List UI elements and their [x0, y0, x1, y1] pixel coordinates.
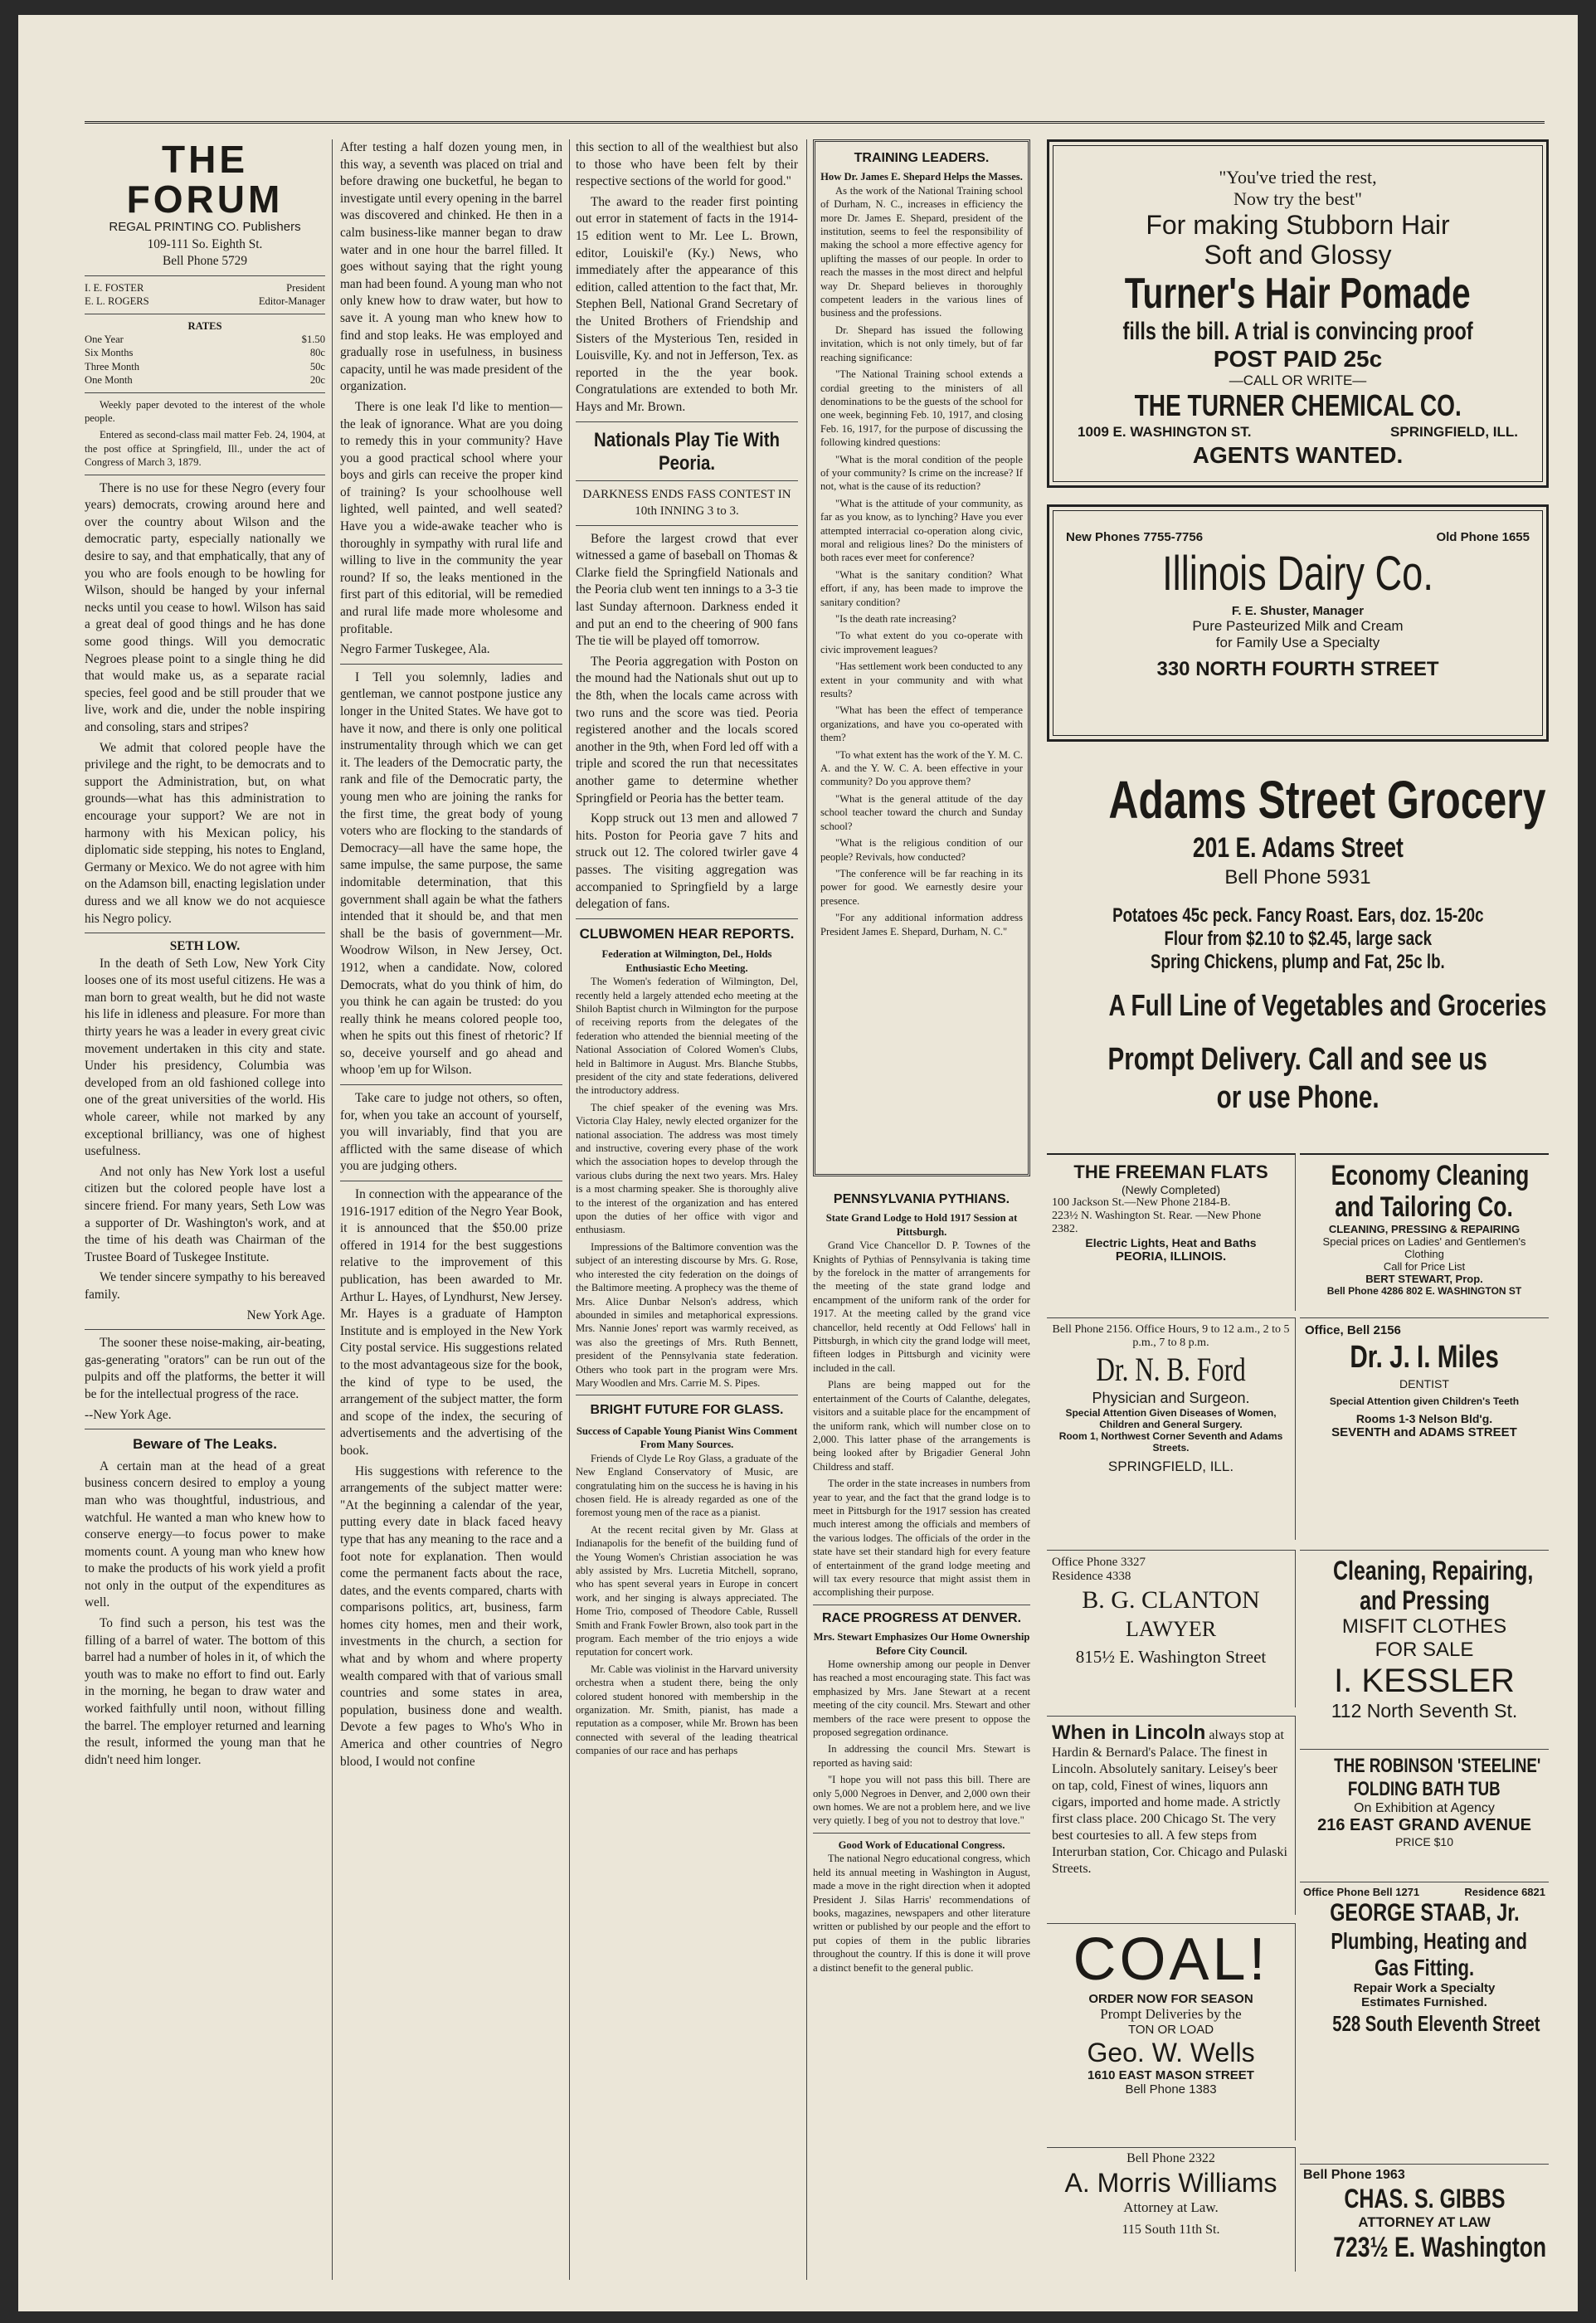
- ad-line: TON OR LOAD: [1127, 2023, 1214, 2037]
- masthead-address: 109-111 So. Eighth St.: [147, 236, 263, 251]
- rate-price: $1.50: [301, 334, 325, 345]
- article-paragraph: As the work of the National Training school of Durham, N. C., increases in efficiency the more Dr. James E. Shepard, president of the institution, seems to feel the responsibility of making the school a more effective agency for uplifting the masses of our people. In order to reach the masses in the most direct and helpful way Dr. Shepard believes in thoroughly competent leaders in the various lines of business and the professions.: [820, 184, 1023, 319]
- ad-brand-name: and Tailoring Co.: [1335, 1191, 1514, 1223]
- article-paragraph: Home ownership among our people in Denver has reached a most encouraging state. This fact was emphasized by Mrs. Jane Stewart at a recent meeting of the city council. Mrs. Stewart and other members of the race were present to oppose the proposed segregation ordinance.: [813, 1658, 1030, 1739]
- ad-phone-row: [1303, 1886, 1545, 1898]
- education-subhead: Good Work of Educational Congress.: [838, 1838, 1005, 1851]
- ad-line: Office, Bell 2156: [1305, 1323, 1401, 1337]
- ad-address: 1610 EAST MASON STREET: [1088, 2068, 1254, 2082]
- ad-address: 815½ E. Washington Street: [1075, 1647, 1267, 1667]
- freeman-flats-ad: [1047, 1153, 1296, 1311]
- ad-brand-name: GEORGE STAAB, Jr.: [1330, 1899, 1520, 1926]
- george-staab-ad: [1300, 1882, 1549, 2155]
- ad-brand-name: THE FREEMAN FLATS: [1073, 1162, 1268, 1182]
- article-paragraph: In addressing the council Mrs. Stewart is reported as having said:: [813, 1743, 1030, 1769]
- ad-line: MISFIT CLOTHES: [1341, 1615, 1507, 1638]
- denver-subhead: Mrs. Stewart Emphasizes Our Home Ownership Before City Council.: [813, 1631, 1030, 1657]
- question-item: "What is the attitude of your community, as far as you know, as to lynching? Have you ever attempted interracial co-operation along civic, moral and religious lines? Do the ministers of both races ever meet for conference?: [820, 497, 1023, 564]
- ad-line: always stop at Hardin & Bernard's Palace. The finest in Lincoln. Absolutely sanitary. Leisey's beer on tap, cold, Finest of wines, liquors ann cigars, imported and home made. A strictly first class place. 200 Chicago St. The very best courtesies to all. A few steps from Interurban station, Cor. Chicago and Pulaski Streets.: [1052, 1728, 1287, 1876]
- article-paragraph: The Peoria aggregation with Poston on the mound had the Nationals shut out up to the 8th, when the locals came across with two runs and the score was tied. Peoria registered another and the locals scored another in the 9th, when Ford led off with a triple and scored the run that necessitates another game to determine whether Springfield or Peoria has the better team.: [576, 654, 798, 806]
- article-paragraph: Plans are being mapped out for the entertainment of the Courts of Calanthe, delegates, visitors and a suitable place for the encampment of the uniform rank, which will number close on to 2,000. This latter phase of the arrangements is being looked after by Brigadier General John Childress and staff.: [813, 1379, 1030, 1473]
- article-paragraph: this section to all of the wealthiest but also to those who have been felt by their respective sections of the world for good.": [576, 140, 798, 189]
- editorial-paragraph: There is no use for these Negro (every four years) democrats, crowing around here and over the country about Wilson and the democratic party, especially nationally we desire to say, and that emphatically, that any of you who are fools enough to be howling for Wilson, should be hanged by your infernal necks until you cease to howl. Wilson has said a great deal of good things and he has done some good things. Will you democratic Negroes please point to a single thing he did that would make us, as a separate racial species, feel good and be still prouder that we live, work and die, under the noble inspiring and consoling, stars and stripes?: [85, 480, 325, 734]
- ad-address: 528 South Eleventh Street: [1332, 2011, 1540, 2036]
- ad-line: Rooms 1-3 Nelson Bld'g.: [1355, 1412, 1493, 1425]
- ad-phone: New Phones 7755-7756: [1066, 530, 1204, 544]
- article-paragraph: Kopp struck out 13 men and allowed 7 hits. Poston for Peoria gave 7 hits and struck out 12. The colored twirler gave 4 passes. The visiting aggregation was accompanied to Springfield by a large delegation of fans.: [576, 811, 798, 912]
- ad-phone-row: [1049, 530, 1546, 544]
- clubwomen-subhead: Federation at Wilmington, Del., Holds Enthusiastic Echo Meeting.: [601, 948, 772, 974]
- ad-line: (Newly Completed): [1121, 1183, 1221, 1196]
- masthead-phone: Bell Phone 5729: [163, 254, 247, 269]
- article-paragraph: The Women's federation of Wilmington, Del, recently held a largely attended echo meeting at the Shiloh Baptist church in Wilmington for the purpose of receiving reports from the delegates of the federation who attended the biennial meeting of the National Association of Colored Women's Clubs, held in Baltimore in August. Mrs. Blanche Stubbs, president of the city and state federations, delivered the introductory address.: [576, 976, 798, 1097]
- question-item: "What has been the effect of temperance organizations, and have you co-operated with them?: [820, 704, 1023, 744]
- article-paragraph: The national Negro educational congress, which held its annual meeting in Washington in August, made a move in the right direction when it adopted President J. Silas Harris' recommendations of books, magazines, newspapers and other literature written or published by our people and the effort to put copies of them in the public libraries throughout the country. If this is done it will prove a distinct benefit to the general public.: [813, 1853, 1030, 1974]
- question-item: "To what extent has the work of the Y. M. C. A. and the Y. W. C. A. been effective in your community? Do you approve them?: [820, 748, 1023, 788]
- ad-address-row: [1049, 422, 1546, 442]
- ad-line: Special prices on Ladies' and Gentlemen's Clothing: [1322, 1235, 1526, 1260]
- ad-line: Repair Work a Specialty: [1353, 1981, 1496, 1995]
- ad-line: Flour from $2.10 to $2.45, large sack: [1164, 928, 1432, 950]
- economy-cleaning-ad: [1300, 1153, 1549, 1311]
- ad-line: Room 1, Northwest Corner Seventh and Adams Streets.: [1058, 1430, 1283, 1454]
- masthead-publisher: REGAL PRINTING CO. Publishers: [109, 220, 301, 234]
- ad-line: for Family Use a Specialty: [1215, 635, 1380, 650]
- ad-line: Plumbing, Heating and: [1331, 1928, 1527, 1954]
- dr-miles-ad: [1300, 1317, 1549, 1540]
- rate-term: One Year: [85, 334, 124, 345]
- rate-row: [85, 346, 325, 359]
- rate-row: [85, 360, 325, 373]
- ad-address: 1009 E. WASHINGTON ST.: [1078, 424, 1252, 440]
- column-4-lower: [813, 1186, 1030, 2273]
- article-paragraph: Dr. Shepard has issued the following invitation, which is not only timely, but of far reaching significance:: [820, 324, 1023, 363]
- seth-low-headline: SETH LOW.: [169, 939, 241, 954]
- article-paragraph: Impressions of the Baltimore convention was the subject of an interesting discourse by Mrs. G. Rose, who interested the city federation on the doings of the Baltimore meeting. A prophecy was the theme of Mrs. Alice Dunbar Nelson's address, which abounded in similes and metaphorical expressions. Mrs. Nannie Jones' report was warmly received, as was also the greetings of Mrs. Ruth Bennett, president of the Pennsylvania state federation. Others who took part in the program were Mrs. Mary Woodlen and Mrs. Carrie M. S. Pipes.: [576, 1240, 798, 1389]
- ad-line: Spring Chickens, plump and Fat, 25c lb.: [1151, 951, 1445, 973]
- column-2: [340, 139, 562, 2280]
- rate-row: [85, 373, 325, 387]
- staff-role: Editor-Manager: [258, 295, 325, 308]
- rates-table: [85, 333, 325, 387]
- article-paragraph: To find such a person, his test was the filling of a barrel of water. The bottom of this barrel had a number of holes in it, of which the youth was to make no effort to find out. Early in the morning, he began to draw water and worked faithfully until noon, without filling the barrel. The employer returned and learning the result, informed the young man that he didn't need him longer.: [85, 1616, 325, 1767]
- ad-brand-name: Turner's Hair Pomade: [1125, 270, 1471, 318]
- training-headline: TRAINING LEADERS.: [854, 151, 990, 165]
- question-item: "What is the general attitude of the day school teacher toward the church and Sunday school?: [820, 792, 1023, 832]
- ad-line: Electric Lights, Heat and Baths: [1085, 1236, 1257, 1249]
- article-paragraph: Mr. Cable was violinist in the Harvard university orchestra when a student there, being the only colored student honored with membership in the organization. Mr. Smith, pianist, has made a reputation as a composer, while Mr. Brown has been connected with several of the leading theatrical companies of our race and has perhaps: [576, 1663, 798, 1757]
- article-source: New York Age.: [246, 1308, 325, 1322]
- ad-line: and Pressing: [1359, 1585, 1490, 1615]
- adams-street-grocery-ad: [1047, 753, 1549, 1218]
- ad-line: Call for Price List: [1383, 1260, 1466, 1273]
- coal-ad: [1047, 1923, 1296, 2140]
- ad-line: Prompt Deliveries by the: [1100, 2006, 1242, 2022]
- newspaper-page: [18, 15, 1578, 2311]
- ad-phone: Residence 6821: [1464, 1886, 1545, 1898]
- column-divider: [332, 139, 333, 2280]
- ad-address: 216 EAST GRAND AVENUE: [1317, 1816, 1531, 1834]
- article-paragraph: At the recent recital given by Mr. Glass at Indianapolis for the benefit of the building fund of the Young Women's Christian association he was ably assisted by Mrs. Lucretia Mitchell, soprano, who has spent several years in Europe in concert work, and her singing is always appreciated. The Home Trio, composed of Theodore Cable, Russell Smith and Frank Fowler Brown, also took part in the program. Each member of the trio enjoys a wide reputation for concert work.: [576, 1523, 798, 1658]
- article-source: Negro Farmer Tuskegee, Ala.: [340, 642, 490, 657]
- ad-brand-name: Dr. N. B. Ford: [1096, 1351, 1246, 1388]
- editorial-paragraph: We admit that colored people have the privilege and the right, to be democrats and to support the Administration, but, on what grounds—what has this administration to encourage your support? We are not in harmony with his Mexican policy, his diplomatic side stepping, his notes to England, Germany or Mexico. We do not agree with him on the Adamson bill, enacting legislation under duress and we all know we do not acquiesce his Negro policy.: [85, 740, 325, 926]
- ad-line: Prompt Delivery. Call and see us: [1107, 1042, 1488, 1077]
- question-item: "The conference will be far reaching in its power for good. We earnestly desire your presence.: [820, 867, 1023, 907]
- morris-williams-ad: [1047, 2147, 1296, 2272]
- pythians-headline: PENNSYLVANIA PYTHIANS.: [833, 1192, 1010, 1206]
- ad-brand-name: Dr. J. I. Miles: [1350, 1340, 1499, 1375]
- ad-line: 100 Jackson St.—New Phone 2184-B.: [1052, 1196, 1231, 1209]
- turner-hair-pomade-ad: [1047, 139, 1549, 488]
- article-paragraph: And not only has New York lost a useful citizen but the colored people have lost a sincere friend. For many years, Seth Low was a supporter of Dr. Washington's work, and at the time of his death was Chairman of the Trustee Board of Tuskegee Institute.: [85, 1164, 325, 1264]
- staff-row: [85, 281, 325, 295]
- staff-name: E. L. ROGERS: [85, 295, 149, 308]
- article-source: --New York Age.: [85, 1407, 172, 1422]
- article-paragraph: Grand Vice Chancellor D. P. Townes of the Knights of Pythias of Pennsylvania is taking time by the forelock in the matter of arrangements for the meeting of the state grand lodge and encampment of the uniform rank of the order for 1917. At the meeting called by the grand vice chancellor, held recently at Odd Fellows' hall in Pittsburgh, in which city the grand lodge will meet, fifteen lodges in Pittsburgh and vicinity were included in the call.: [813, 1239, 1030, 1374]
- article-paragraph: In the death of Seth Low, New York City looses one of its most useful citizens. He was a man born to great wealth, but he did not waste his life in idleness and pleasure. For more than thirty years he was a leader in every great civic movement undertaken in this city and state. Under his presidency, Columbia was developed from an old fashioned college into one of the great universities of the world. His whole career, while not marked by any exceptional brilliancy, was one of highest usefulness.: [85, 956, 325, 1159]
- ad-brand-name: Illinois Dairy Co.: [1162, 547, 1433, 601]
- article-paragraph: We tender sincere sympathy to his bereaved family.: [85, 1270, 325, 1302]
- leaks-headline: Beware of The Leaks.: [133, 1436, 277, 1453]
- ad-line: Gas Fitting.: [1374, 1955, 1475, 1980]
- rates-label: RATES: [187, 319, 222, 332]
- ad-phone: Bell Phone 5931: [1224, 866, 1371, 889]
- ad-phone: Bell Phone 1963: [1303, 2168, 1405, 2182]
- staff-row: [85, 295, 325, 308]
- training-subhead: How Dr. James E. Shepard Helps the Masses.: [820, 171, 1023, 183]
- rate-term: One Month: [85, 374, 133, 387]
- entered-note: Entered as second-class mail matter Feb. 24, 1904, at the post office at Springfield, Ill., under the act of Congress of March 3, 1879.: [85, 429, 325, 469]
- ad-line: FOR SALE: [1375, 1639, 1474, 1661]
- column-divider: [806, 139, 807, 2280]
- article-paragraph: Before the largest crowd that ever witnessed a game of baseball on Thomas & Clarke field the Springfield Nationals and the Peoria club went ten innings to a 3-3 tie last Sunday afternoon. Darkness ended it and put an end to the cheering of 900 fans The tie will be played off tomorrow.: [576, 531, 798, 649]
- rate-row: [85, 333, 325, 346]
- article-paragraph: The award to the reader first pointing out error in statement of facts in the 1914-15 edition went to Mr. Lee L. Brown, editor, Louiskil'e (Ky.) News, who immediately after the appearance of this edition, called attention to the fact that, Mr. Stephen Bell, National Grand Secretary of the United Brothers of Friendship and Sisters of the Mysterious Ten, resided in Louisville, Ky. and not in Jefferson, Tex. as reported in the the year book. Congratulations are extended to both Mr. Hays and Mr. Brown.: [576, 194, 798, 414]
- ad-address: 112 North Seventh St.: [1331, 1700, 1518, 1722]
- ad-address: 201 E. Adams Street: [1192, 832, 1404, 864]
- ad-company: THE TURNER CHEMICAL CO.: [1134, 388, 1462, 422]
- article-paragraph: A certain man at the head of a great business concern desired to employ a young man who was thoughtful, industrious, and watchful. He wanted a man who knew how to conserve energy—to focus power to make moments count. A young man who knew how to make the products of his work yield a profit not only in the output of the expenditures as well.: [85, 1459, 325, 1610]
- ad-address: 330 NORTH FOURTH STREET: [1156, 658, 1439, 680]
- question-item: "For any additional information address President James E. Shepard, Durham, N. C.": [820, 912, 1023, 937]
- article-paragraph: In connection with the appearance of the 1916-1917 edition of the Negro Year Book, it is announced that the $50.00 prize offered in 1914 for the best suggestions relative to the improvement of this publication, has been awarded to Mr. Arthur L. Hayes, of Lyndhurst, New Jersey. Mr. Hayes is a graduate of Hampton Institute and is employed in the New York City postal service. His suggestions related to the most advantageous size for the book, the kind of type to be used, the arrangement of the subject matter, the form and scope of the index, the securing of advertisements and the advertising of the book.: [340, 1187, 562, 1458]
- ad-company: Geo. W. Wells: [1087, 2038, 1255, 2067]
- staff-list: [85, 281, 325, 309]
- ad-line: Office Phone 3327: [1052, 1556, 1146, 1569]
- article-paragraph: The chief speaker of the evening was Mrs. Victoria Clay Haley, newly elected organizer for the national association. The address was most timely and instructive, covering every phase of the work which the association hopes to develop through the various clubs during the next two years. Mrs. Haley is a most charming speaker. She is thoroughly alive to the interest of the organization and has entered upon the duties of her office with vigor and enthusiasm.: [576, 1101, 798, 1236]
- nationals-subhead: DARKNESS ENDS FASS CONTEST IN 10th INNING 3 to 3.: [582, 487, 791, 519]
- staff-role: President: [286, 281, 325, 294]
- ad-phone: Office Phone Bell 1271: [1303, 1886, 1420, 1898]
- denver-headline: RACE PROGRESS AT DENVER.: [821, 1610, 1022, 1625]
- ad-line: Special Attention given Children's Teeth: [1329, 1395, 1520, 1407]
- devoted-note: Weekly paper devoted to the interest of the whole people.: [85, 398, 325, 425]
- ad-brand-name: COAL!: [1073, 1926, 1269, 1993]
- ad-line: CLEANING, PRESSING & REPAIRING: [1328, 1223, 1521, 1235]
- article-paragraph: Take care to judge not others, so often, for, when you take an account of yourself, you will invariably, find that you are afflicted with the same disease of which you are judging others.: [340, 1091, 562, 1174]
- ad-line: Pure Pasteurized Milk and Cream: [1192, 618, 1404, 634]
- ad-line: POST PAID 25c: [1213, 346, 1383, 372]
- article-paragraph: I Tell you solemnly, ladies and gentleman, we cannot postpone justice any longer in the United States. We have got to have it now, and there is only one political instrumentality through which we can get it. The leaders of the Democratic party, the rank and file of the Democratic party, the young men who are joining the ranks for the first time, the great body of young voters who are flocking to the standards of Democracy—all have the same hope, the same impulse, the same purpose, the same indomitable determination, that this government shall again be what the fathers intended that it should be, and that men shall be the basis of government—Mr. Woodrow Wilson, in New Jersey, Oct. 1912, when a candidate. Now, colored Democrats, what do you think of him, do you think he can again be trusted: do you really think he means colored people too, when he spits out this finest of rhetoric? If so, deceive yourself and go ahead and whoop 'em up for Wilson.: [340, 670, 562, 1078]
- ad-brand-name: Economy Cleaning: [1331, 1160, 1530, 1191]
- ad-brand-name: A. Morris Williams: [1064, 2168, 1277, 2198]
- article-paragraph: There is one leak I'd like to mention—the leak of ignorance. What are you doing to remedy this in your community? Have you a good practical school where your boys and girls can receive the proper kind of training? Is your schoolhouse well lighted, well painted, and well seated? Have you a wide-awake teacher who is thoroughly in sympathy with rural life and willing to live in the community the year round? If so, the leaks mentioned in the first part of this editorial, will be remedied and rural life made more wholesome and profitable.: [340, 399, 562, 636]
- ad-line: —CALL OR WRITE—: [1229, 373, 1367, 388]
- training-leaders-box: [813, 139, 1030, 1176]
- ad-line: A Full Line of Vegetables and Groceries: [1108, 988, 1547, 1022]
- question-item: "What is the moral condition of the people of your community? Is crime on the increase? If not, what is the cause of its reduction?: [820, 453, 1023, 493]
- rate-term: Six Months: [85, 347, 134, 359]
- nationals-headline: Nationals Play Tie With Peoria.: [594, 428, 780, 475]
- clanton-lawyer-ad: [1047, 1550, 1296, 1707]
- ad-line: DENTIST: [1399, 1377, 1449, 1390]
- ad-line: PEORIA, ILLINOIS.: [1115, 1249, 1227, 1264]
- article-paragraph: The sooner these noise-making, air-beating, gas-generating "orators" can be run out of the pulpits and off the platforms, the better it will be for the intellectual progress of the race.: [85, 1336, 325, 1401]
- ad-line: On Exhibition at Agency: [1354, 1801, 1495, 1815]
- ad-line: SEVENTH and ADAMS STREET: [1331, 1425, 1517, 1439]
- ad-line: BERT STEWART, Prop.: [1365, 1273, 1483, 1285]
- ad-brand-name: When in Lincoln: [1052, 1722, 1206, 1744]
- ad-line: Estimates Furnished.: [1361, 1995, 1487, 2009]
- column-1: [85, 139, 325, 2280]
- question-item: "To what extent do you co-operate with civic improvement leagues?: [820, 630, 1023, 655]
- ad-phone: Bell Phone 2322: [1126, 2151, 1215, 2165]
- ad-line: ATTORNEY AT LAW: [1358, 2214, 1491, 2230]
- ad-city: SPRINGFIELD, ILL.: [1390, 424, 1518, 440]
- ad-line: THE ROBINSON 'STEELINE': [1334, 1755, 1541, 1777]
- article-paragraph: The order in the state increases in numbers from year to year, and the fact that the grand lodge is to meet in Pittsburgh for the 1917 session has created much interest among the officials and members of the various lodges. The officials of the order in the state have set their standard high for every feature of entertainment of the grand lodge meeting and will tax every resource that might assist them in accomplishing their purpose.: [813, 1478, 1030, 1599]
- rate-price: 50c: [309, 360, 325, 373]
- robinson-bath-tub-ad: [1300, 1749, 1549, 1873]
- ad-line: For making Stubborn Hair: [1146, 210, 1450, 240]
- chas-gibbs-ad: [1300, 2164, 1549, 2280]
- ad-brand-name: B. G. CLANTON: [1082, 1586, 1260, 1614]
- staff-name: I. E. FOSTER: [85, 281, 144, 294]
- ad-brand-name: I. KESSLER: [1334, 1663, 1515, 1699]
- ad-line: Residence 4338: [1052, 1570, 1131, 1583]
- ad-line: Soft and Glossy: [1204, 240, 1392, 270]
- ad-line: FOLDING BATH TUB: [1348, 1778, 1501, 1800]
- column-divider: [569, 139, 570, 2280]
- ad-phone: Bell Phone 1383: [1125, 2082, 1217, 2097]
- ad-line: or use Phone.: [1216, 1080, 1379, 1115]
- ad-line: Bell Phone 4286 802 E. WASHINGTON ST: [1326, 1285, 1522, 1297]
- rate-term: Three Month: [85, 360, 140, 373]
- ad-phone: Old Phone 1655: [1436, 530, 1530, 544]
- masthead-title: THE FORUM: [126, 139, 284, 221]
- ad-line: fills the bill. A trial is convincing proof: [1122, 318, 1473, 345]
- column-3: [576, 139, 798, 2280]
- article-paragraph: "The National Training school extends a cordial greeting to the ministers of all denominations to be the guests of the school for one week, beginning Feb. 10, 1917, and closing Feb. 16, 1917, for the purpose of discussing the following kindred questions:: [820, 368, 1023, 449]
- lincoln-palace-ad: [1047, 1716, 1296, 1915]
- ad-line: Physician and Surgeon.: [1092, 1390, 1250, 1406]
- rate-price: 20c: [309, 374, 325, 387]
- clubwomen-headline: CLUBWOMEN HEAR REPORTS.: [579, 925, 795, 942]
- article-paragraph: "I hope you will not pass this bill. There are only 5,000 Negroes in Denver, and 2,000 own their own homes. We are not a problem here, and we live very quietly. I beg of you not to destroy that love.": [813, 1774, 1030, 1827]
- article-paragraph: After testing a half dozen young men, in this way, a seventh was placed on trial and before drawing one bucketful, he began to investigate until every opening in the barrel was discovered and chinked. He then in a calm business-like manner began to draw water and in one hour the barrel filled. It goes without saying that the right young man had been found. A young man who not only knew how to draw water, but how to save it. A young man who knew how to find and stop leaks. He was employed and gradually rose in usefulness, in business capacity, until he was made president of the organization.: [340, 140, 562, 394]
- article-paragraph: Friends of Clyde Le Roy Glass, a graduate of the New England Conservatory of Music, are congratulating him on the success he is having in his chosen field. He is already regarded as one of the foremost young men of the race as a pianist.: [576, 1452, 798, 1519]
- dr-ford-ad: [1047, 1317, 1296, 1540]
- ad-address: 115 South 11th St.: [1122, 2223, 1220, 2237]
- ad-line: AGENTS WANTED.: [1192, 442, 1404, 468]
- ad-line: LAWYER: [1125, 1617, 1217, 1641]
- question-item: "Has settlement work been conducted to any extent in your community and with what results?: [820, 660, 1023, 700]
- ad-city: SPRINGFIELD, ILL.: [1107, 1459, 1234, 1474]
- ad-line: "You've tried the rest,: [1219, 167, 1377, 187]
- ad-line: Now try the best": [1233, 188, 1362, 209]
- ad-line: Cleaning, Repairing,: [1333, 1556, 1534, 1585]
- ad-address: 723½ E. Washington: [1333, 2232, 1547, 2263]
- pythians-subhead: State Grand Lodge to Hold 1917 Session at Pittsburgh.: [825, 1212, 1018, 1238]
- ad-line: Bell Phone 2156. Office Hours, 9 to 12 a.m., 2 to 5 p.m., 7 to 8 p.m.: [1052, 1323, 1290, 1349]
- ad-line: F. E. Shuster, Manager: [1231, 604, 1365, 618]
- glass-subhead: Success of Capable Young Pianist Wins Comment From Many Sources.: [576, 1424, 798, 1451]
- question-item: "Is the death rate increasing?: [835, 613, 956, 625]
- ad-line: 223½ N. Washington St. Rear. —New Phone 2382.: [1052, 1210, 1262, 1235]
- ad-brand-name: CHAS. S. GIBBS: [1343, 2184, 1506, 2213]
- ad-line: Special Attention Given Diseases of Women, Children and General Surgery.: [1065, 1407, 1277, 1430]
- advertisements-column: [1047, 139, 1549, 2280]
- ad-brand-name: Adams Street Grocery: [1108, 770, 1546, 830]
- illinois-dairy-ad: [1047, 504, 1549, 742]
- top-rule: [85, 121, 1545, 124]
- question-item: "What is the religious condition of our people? Revivals, how conducted?: [820, 837, 1023, 863]
- ad-line: Potatoes 45c peck. Fancy Roast. Ears, doz. 15-20c: [1112, 904, 1484, 927]
- ad-line: ORDER NOW FOR SEASON: [1088, 1992, 1253, 2006]
- ad-line: Attorney at Law.: [1123, 2199, 1219, 2215]
- kessler-ad: [1300, 1550, 1549, 1741]
- article-paragraph: His suggestions with reference to the arrangements of the subject matter were: "At the beginning a calendar of the year, putting every date in black faced heavy type that has any meaning to the race and a foot note for explanation. Then would come the permanent facts about the race, dates, and the events compared, charts with comparisons politics, art, business, farm homes city homes, men and their work, investments in the church, a section for what and by whom and where property wealth compared with that of various small countries and some states in area, population, business done and wealth. Devote a few pages to Who's Who in America and other countries of Negro blood, I would not confine: [340, 1463, 562, 1769]
- ad-line: PRICE $10: [1394, 1835, 1454, 1848]
- glass-headline: BRIGHT FUTURE FOR GLASS.: [590, 1403, 784, 1418]
- question-item: "What is the sanitary condition? What effort, if any, has been made to improve the sanitary condition?: [820, 568, 1023, 608]
- question-list: [820, 453, 1023, 938]
- rate-price: 80c: [309, 347, 325, 359]
